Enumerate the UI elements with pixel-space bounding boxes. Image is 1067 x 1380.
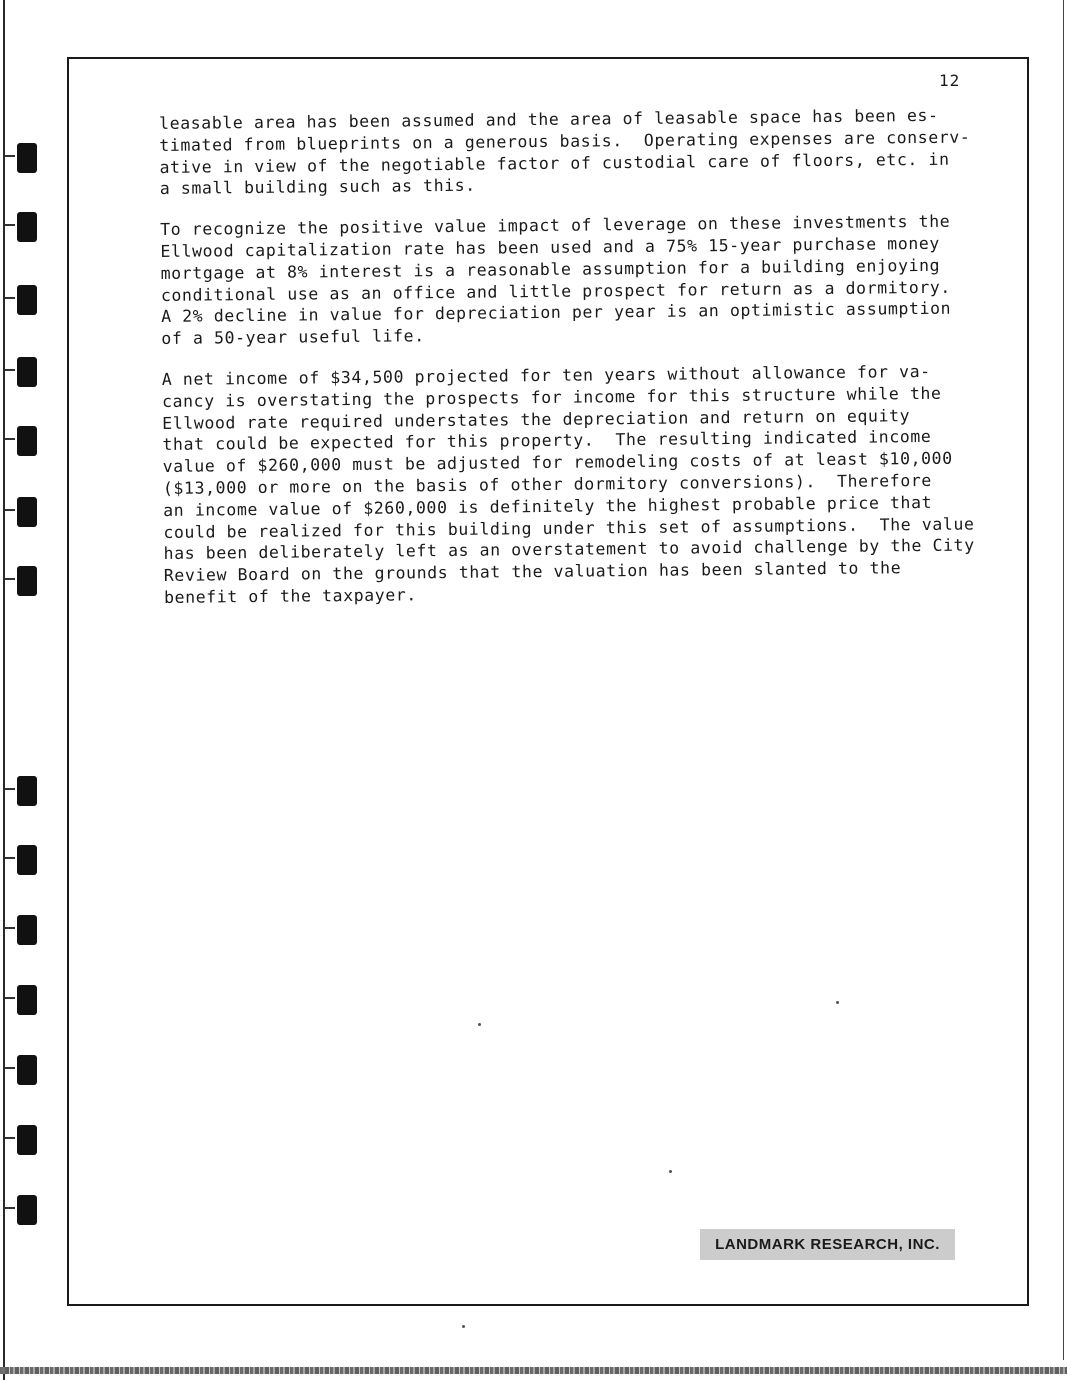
binder-hole <box>17 426 37 456</box>
binder-hole <box>17 915 37 945</box>
scan-speck <box>478 1023 481 1026</box>
text-line: cancy is overstating the prospects for income for this structure while the <box>161 383 942 411</box>
binder-hole <box>17 357 37 387</box>
binder-hole <box>17 143 37 173</box>
text-line: A 2% decline in value for depreciation per year is an optimistic assumption <box>161 299 952 327</box>
scan-speck <box>669 1170 672 1173</box>
text-line: ative in view of the negotiable factor of custodial care of floors, etc. in <box>159 149 950 177</box>
text-line: could be realized for this building under this set of assumptions. The value <box>163 514 975 542</box>
binder-hole <box>17 776 37 806</box>
binder-hole <box>17 1055 37 1085</box>
text-line: ($13,000 or more on the basis of other dormitory conversions). Therefore <box>162 470 932 498</box>
text-line: of a 50-year useful life. <box>161 326 425 349</box>
binder-hole <box>17 1195 37 1225</box>
binder-edge <box>3 0 5 1380</box>
paragraph <box>162 360 976 608</box>
binder-hole <box>17 845 37 875</box>
binder-hole <box>17 566 37 596</box>
binder-hole <box>17 1125 37 1155</box>
binder-hole <box>17 285 37 315</box>
scan-edge <box>1063 0 1064 1360</box>
paragraph <box>159 104 972 200</box>
text-line: value of $260,000 must be adjusted for remodeling costs of at least $10,000 <box>162 448 953 477</box>
paragraph <box>160 211 973 350</box>
scan-speck <box>836 1001 839 1004</box>
text-line: timated from blueprints on a generous basis. Operating expenses are conserv- <box>159 127 971 155</box>
text-line: that could be expected for this property. The resulting indicated income <box>162 427 932 455</box>
text-line: Ellwood capitalization rate has been used and a 75% 15-year purchase money <box>160 233 941 261</box>
page-number: 12 <box>939 71 961 90</box>
text-line: an income value of $260,000 is definitely the highest probable price that <box>163 492 933 520</box>
text-line: To recognize the positive value impact of leverage on these investments the <box>160 211 951 240</box>
text-line: leasable area has been assumed and the area of leasable space has been es- <box>159 105 939 133</box>
binder-hole <box>17 497 37 527</box>
binder-hole <box>17 212 37 242</box>
text-line: benefit of the taxpayer. <box>163 585 417 607</box>
text-line: Ellwood rate required understates the depreciation and return on equity <box>162 405 911 433</box>
text-line: mortgage at 8% interest is a reasonable assumption for a building enjoying <box>160 255 941 283</box>
text-line: has been deliberately left as an overstatement to avoid challenge by the City <box>163 535 975 564</box>
scan-noise-strip <box>0 1367 1067 1374</box>
company-badge <box>700 1229 955 1260</box>
text-line: Review Board on the grounds that the valuation has been slanted to the <box>163 558 902 586</box>
text-line: conditional use as an office and little prospect for return as a dormitory. <box>160 277 952 305</box>
text-line: a small building such as this. <box>159 176 476 199</box>
binder-hole <box>17 985 37 1015</box>
company-name: LANDMARK RESEARCH, INC. <box>715 1236 940 1253</box>
text-line: A net income of $34,500 projected for ten years without allowance for va- <box>161 361 931 389</box>
scan-speck <box>462 1325 465 1328</box>
body-text <box>159 104 976 627</box>
